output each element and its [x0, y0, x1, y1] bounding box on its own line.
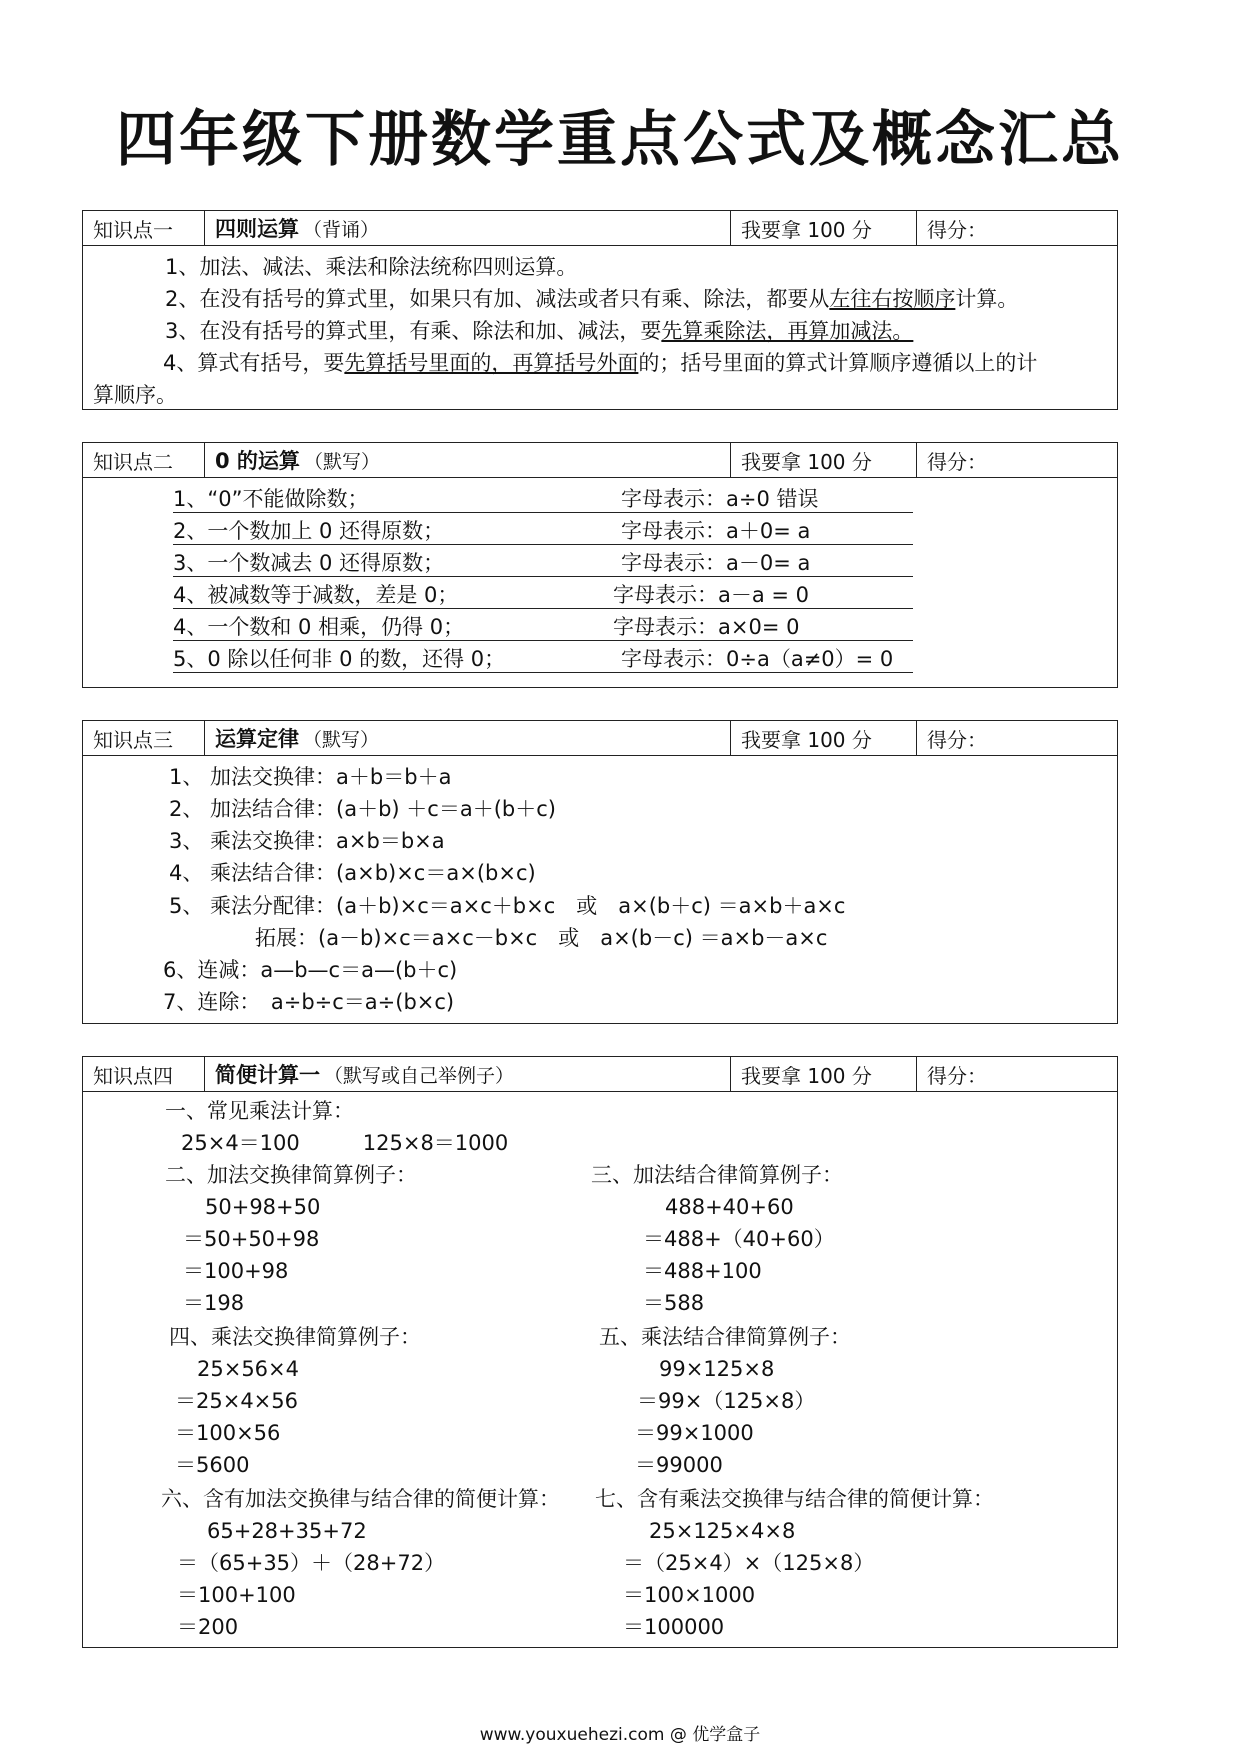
rule-line-3: 3、在没有括号的算式里，有乘、除法和加、减法，要先算乘除法，再算加减法。	[165, 319, 914, 343]
example-step: 50+98+50	[205, 1195, 321, 1219]
example-step: 25×56×4	[197, 1357, 299, 1381]
example-step: ＝50+50+98	[183, 1227, 320, 1251]
score-field: 得分：	[927, 1063, 987, 1088]
law-line: 5、 乘法分配律：(a＋b)×c＝a×c＋b×c 或 a×(b＋c) ＝a×b＋a×c	[169, 894, 846, 918]
goal-text: 我要拿 100 分	[731, 443, 917, 477]
common-title: 一、常见乘法计算：	[165, 1099, 354, 1123]
page-title: 四年级下册数学重点公式及概念汇总	[116, 105, 1124, 175]
example-step: 65+28+35+72	[207, 1519, 367, 1543]
score-field: 得分：	[927, 217, 987, 242]
example-step: ＝588	[643, 1291, 705, 1315]
zero-rule-row: 2、一个数加上 0 还得原数； 字母表示：a＋0= a	[173, 518, 913, 545]
section-label: 知识点二	[83, 443, 205, 477]
example-step: ＝（65+35）＋（28+72）	[177, 1551, 446, 1575]
example-step: ＝100×1000	[623, 1583, 756, 1607]
example-title: 二、加法交换律简算例子：	[165, 1163, 417, 1187]
example-step: ＝100000	[623, 1615, 725, 1639]
section-note: （背诵）	[303, 218, 380, 241]
section-topic-cell	[205, 1057, 731, 1091]
example-title: 三、加法结合律简算例子：	[591, 1163, 843, 1187]
section-topic-cell	[205, 443, 731, 477]
goal-text: 我要拿 100 分	[731, 721, 917, 755]
score-field: 得分：	[927, 449, 987, 474]
example-step: ＝100+98	[183, 1259, 289, 1283]
law-line: 拓展：(a－b)×c＝a×c－b×c 或 a×(b－c) ＝a×b－a×c	[255, 926, 828, 950]
goal-text: 我要拿 100 分	[731, 211, 917, 245]
example-step: 488+40+60	[665, 1195, 794, 1219]
zero-rule-row: 3、一个数减去 0 还得原数； 字母表示：a－0= a	[173, 550, 913, 577]
example-step: ＝99×（125×8）	[637, 1389, 816, 1413]
example-step: ＝（25×4）×（125×8）	[623, 1551, 875, 1575]
section-label: 知识点一	[83, 211, 205, 245]
law-line: 1、 加法交换律：a＋b＝b＋a	[169, 765, 452, 789]
section-3	[82, 720, 1118, 1024]
section-header	[83, 721, 1117, 756]
example-step: ＝488+100	[643, 1259, 762, 1283]
example-step: ＝100×56	[175, 1421, 281, 1445]
section-header	[83, 443, 1117, 478]
example-step: ＝100+100	[177, 1583, 296, 1607]
zero-rule-row: 4、一个数和 0 相乘，仍得 0； 字母表示：a×0= 0	[173, 614, 913, 641]
zero-rule-row: 4、被减数等于减数，差是 0； 字母表示：a－a = 0	[173, 582, 913, 609]
rule-line-1: 1、加法、减法、乘法和除法统称四则运算。	[165, 255, 578, 279]
example-title: 七、含有乘法交换律与结合律的简便计算：	[595, 1487, 994, 1511]
goal-text: 我要拿 100 分	[731, 1057, 917, 1091]
section-header	[83, 1057, 1117, 1092]
example-title: 五、乘法结合律简算例子：	[599, 1325, 851, 1349]
zero-rule-row: 5、0 除以任何非 0 的数，还得 0； 字母表示：0÷a（a≠0）= 0	[173, 646, 913, 673]
score-field: 得分：	[927, 727, 987, 752]
example-step: 25×125×4×8	[649, 1519, 796, 1543]
law-line: 2、 加法结合律：(a＋b) ＋c＝a＋(b＋c)	[169, 797, 556, 821]
section-label: 知识点三	[83, 721, 205, 755]
example-step: ＝99000	[635, 1453, 723, 1477]
example-step: ＝99×1000	[635, 1421, 754, 1445]
section-4	[82, 1056, 1118, 1648]
example-step: ＝198	[183, 1291, 245, 1315]
rule-line-5: 算顺序。	[93, 383, 177, 407]
footer-credit: www.youxuehezi.com @ 优学盒子	[479, 1725, 761, 1745]
section-header	[83, 211, 1117, 246]
law-line: 4、 乘法结合律：(a×b)×c＝a×(b×c)	[169, 861, 536, 885]
section-topic: 0 的运算	[215, 449, 300, 473]
section-note: （默写）	[303, 728, 380, 751]
section-topic-cell	[205, 211, 731, 245]
example-title: 四、乘法交换律简算例子：	[169, 1325, 421, 1349]
common-line: 25×4＝100 125×8＝1000	[181, 1131, 509, 1155]
section-topic-cell	[205, 721, 731, 755]
law-line: 7、连除： a÷b÷c＝a÷(b×c)	[163, 990, 455, 1014]
example-step: ＝25×4×56	[175, 1389, 298, 1413]
rule-line-2: 2、在没有括号的算式里，如果只有加、减法或者只有乘、除法，都要从左往右按顺序计算。	[165, 287, 1019, 311]
section-2	[82, 442, 1118, 688]
example-step: ＝200	[177, 1615, 239, 1639]
law-line: 6、连减：a—b—c＝a—(b＋c)	[163, 958, 458, 982]
example-title: 六、含有加法交换律与结合律的简便计算：	[161, 1487, 560, 1511]
section-note: （默写）	[303, 450, 380, 473]
example-step: 99×125×8	[659, 1357, 775, 1381]
section-topic: 运算定律	[215, 727, 299, 751]
rule-line-4: 4、算式有括号，要先算括号里面的，再算括号外面的；括号里面的算式计算顺序遵循以上的计	[163, 351, 1038, 375]
section-note: （默写或自己举例子）	[324, 1064, 515, 1087]
example-step: ＝5600	[175, 1453, 250, 1477]
section-1	[82, 210, 1118, 410]
section-topic: 简便计算一	[215, 1063, 320, 1087]
zero-rule-row: 1、“0”不能做除数； 字母表示：a÷0 错误	[173, 486, 913, 513]
section-topic: 四则运算	[215, 217, 299, 241]
example-step: ＝488+（40+60）	[643, 1227, 835, 1251]
section-label: 知识点四	[83, 1057, 205, 1091]
law-line: 3、 乘法交换律：a×b＝b×a	[169, 829, 445, 853]
